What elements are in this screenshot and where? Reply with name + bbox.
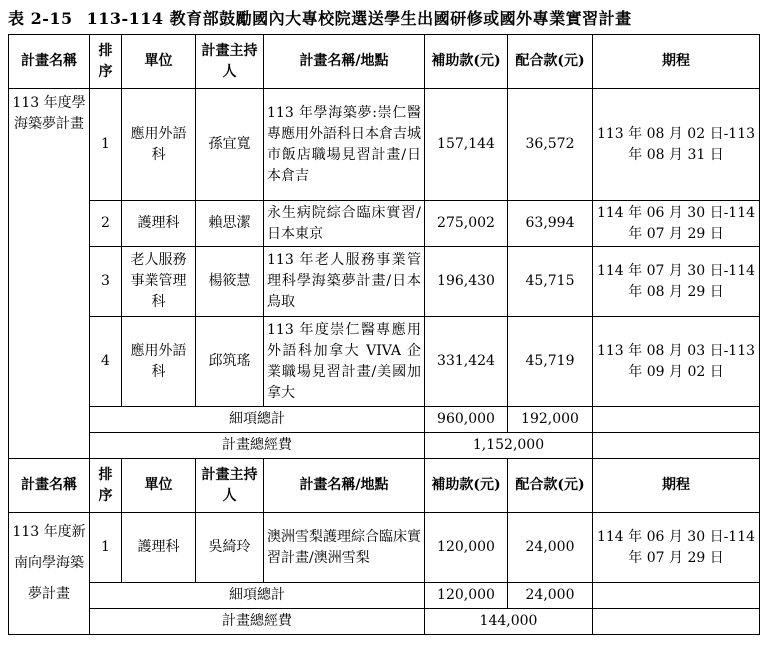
total-row [9, 433, 760, 459]
period-cell: 114 年 06 月 30 日-114 年 07 月 29 日 [593, 513, 760, 583]
order-cell: 2 [90, 201, 122, 247]
header-period: 期程 [593, 459, 760, 513]
order-cell: 4 [90, 317, 122, 407]
header-project: 計畫名稱/地點 [264, 459, 425, 513]
table-row [9, 513, 760, 583]
subsidy-cell: 157,144 [425, 89, 508, 201]
header-plan-name: 計畫名稱 [9, 35, 90, 89]
funding-table [8, 34, 760, 635]
matching-cell: 36,572 [508, 89, 593, 201]
matching-cell: 63,994 [508, 201, 593, 247]
host-cell: 賴思潔 [196, 201, 264, 247]
header-order: 排序 [90, 459, 122, 513]
period-cell: 114 年 06 月 30 日-114 年 07 月 29 日 [593, 201, 760, 247]
subtotal-matching: 192,000 [508, 407, 593, 433]
header-matching: 配合款(元) [508, 35, 593, 89]
subtotal-subsidy: 120,000 [425, 583, 508, 609]
header-unit: 單位 [122, 459, 196, 513]
unit-cell: 護理科 [122, 513, 196, 583]
subsidy-cell: 275,002 [425, 201, 508, 247]
total-value: 1,152,000 [425, 433, 593, 459]
header-order: 排序 [90, 35, 122, 89]
total-period-empty [593, 609, 760, 635]
header-subsidy: 補助款(元) [425, 35, 508, 89]
header-period: 期程 [593, 35, 760, 89]
host-cell: 孫宜寬 [196, 89, 264, 201]
total-row [9, 609, 760, 635]
header-host: 計畫主持人 [196, 459, 264, 513]
subsidy-cell: 120,000 [425, 513, 508, 583]
plan-name-cell: 113 年度學海築夢計畫 [9, 89, 90, 459]
project-cell: 澳洲雪梨護理綜合臨床實習計畫/澳洲雪梨 [264, 513, 425, 583]
header-project: 計畫名稱/地點 [264, 35, 425, 89]
project-cell: 113 年度崇仁醫專應用外語科加拿大 VIVA 企業職場見習計畫/美國加拿大 [264, 317, 425, 407]
subsidy-cell: 196,430 [425, 247, 508, 317]
period-cell: 114 年 07 月 30 日-114 年 08 月 29 日 [593, 247, 760, 317]
project-cell: 113 年老人服務事業管理科學海築夢計畫/日本鳥取 [264, 247, 425, 317]
table-row [9, 317, 760, 407]
period-cell: 113 年 08 月 02 日-113 年 08 月 31 日 [593, 89, 760, 201]
subtotal-matching: 24,000 [508, 583, 593, 609]
matching-cell: 24,000 [508, 513, 593, 583]
project-cell: 永生病院綜合臨床實習/日本東京 [264, 201, 425, 247]
host-cell: 楊筱慧 [196, 247, 264, 317]
table-row [9, 247, 760, 317]
table-row [9, 201, 760, 247]
host-cell: 吳綺玲 [196, 513, 264, 583]
header-plan-name: 計畫名稱 [9, 459, 90, 513]
subtotal-subsidy: 960,000 [425, 407, 508, 433]
header-unit: 單位 [122, 35, 196, 89]
unit-cell: 護理科 [122, 201, 196, 247]
unit-cell: 應用外語科 [122, 317, 196, 407]
project-cell: 113 年學海築夢:崇仁醫專應用外語科日本倉吉城市飯店職場見習計畫/日本倉吉 [264, 89, 425, 201]
subsidy-cell: 331,424 [425, 317, 508, 407]
unit-cell: 應用外語科 [122, 89, 196, 201]
host-cell: 邱筑瑤 [196, 317, 264, 407]
unit-cell: 老人服務事業管理科 [122, 247, 196, 317]
subtotal-row [9, 583, 760, 609]
header-matching: 配合款(元) [508, 459, 593, 513]
order-cell: 1 [90, 513, 122, 583]
matching-cell: 45,715 [508, 247, 593, 317]
total-label: 計畫總經費 [90, 433, 425, 459]
total-value: 144,000 [425, 609, 593, 635]
table-number: 表 2-15 [8, 9, 73, 28]
table-title: 113-114 教育部鼓勵國內大專校院選送學生出國研修或國外專業實習計畫 [86, 9, 632, 28]
matching-cell: 45,719 [508, 317, 593, 407]
header-subsidy: 補助款(元) [425, 459, 508, 513]
subtotal-label: 細項總計 [90, 583, 425, 609]
order-cell: 3 [90, 247, 122, 317]
subtotal-row [9, 407, 760, 433]
period-cell: 113 年 08 月 03 日-113 年 09 月 02 日 [593, 317, 760, 407]
header-host: 計畫主持人 [196, 35, 264, 89]
subtotal-label: 細項總計 [90, 407, 425, 433]
order-cell: 1 [90, 89, 122, 201]
total-period-empty [593, 433, 760, 459]
subtotal-period-empty [593, 407, 760, 433]
header-row [9, 459, 760, 513]
header-row [9, 35, 760, 89]
subtotal-period-empty [593, 583, 760, 609]
total-label: 計畫總經費 [90, 609, 425, 635]
plan-name-cell: 113 年度新南向學海築夢計畫 [9, 513, 90, 635]
table-row [9, 89, 760, 201]
table-caption [8, 6, 632, 29]
